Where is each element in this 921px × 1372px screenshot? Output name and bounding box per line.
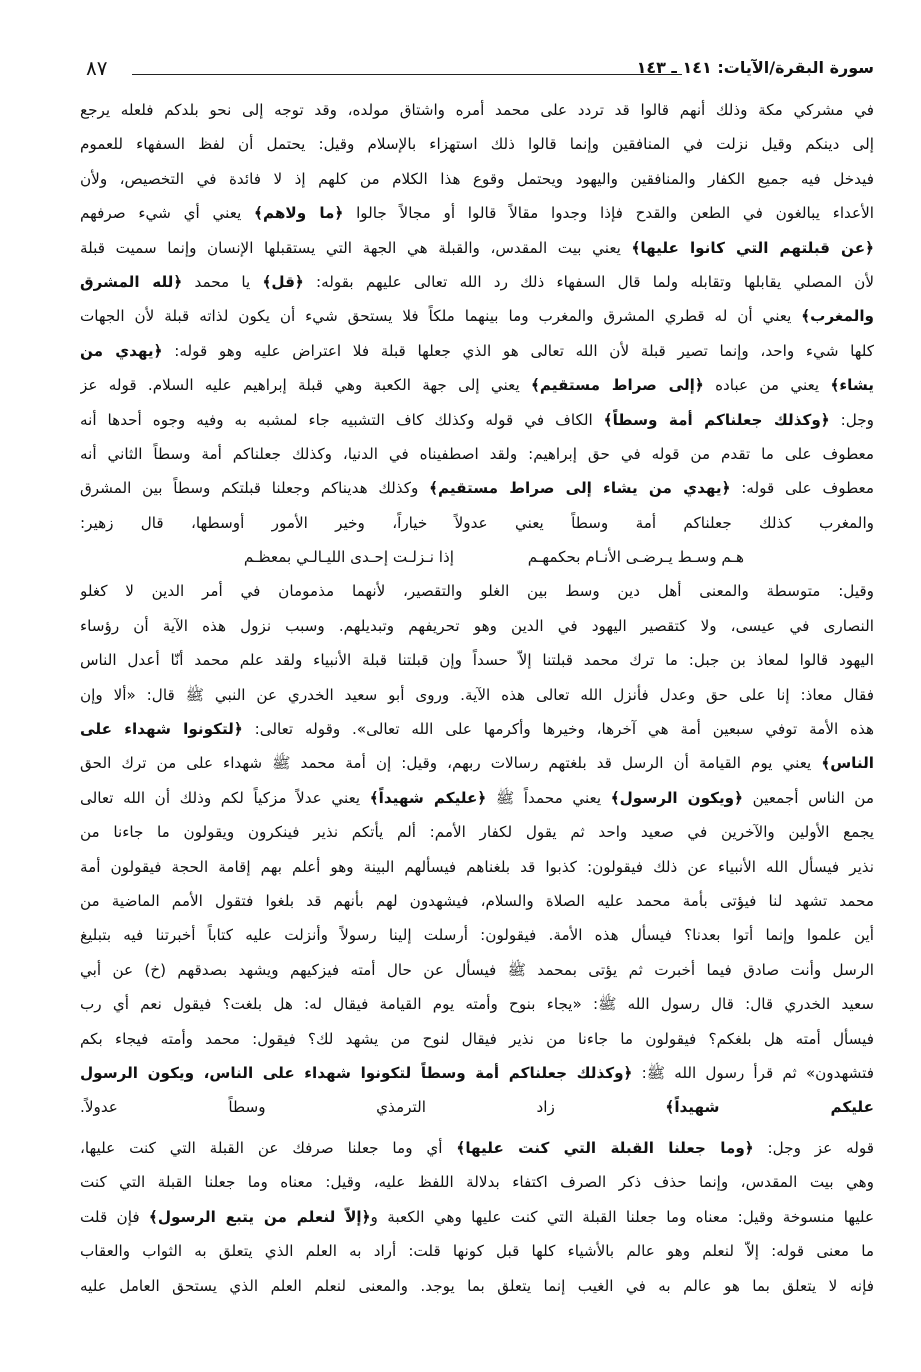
quran-text: الناس﴾ (821, 754, 874, 773)
poem-verse (80, 540, 874, 574)
text-run: ما معنى قوله: إلاّ لنعلم وهو عالم بالأشياء كلها قبل كونها قلت: أراد به العلم الذي يتعلق به الثواب والعقاب (80, 1242, 874, 1261)
text-line (80, 162, 874, 196)
quran-text: يشاء﴾ (830, 376, 874, 395)
text-line (80, 1269, 874, 1303)
text-run: قوله عز وجل: (753, 1139, 874, 1157)
text-run: الأعداء يبالغون في الطعن والقدح فإذا وجدوا مقالاً قالوا أو مجالاً جالوا (343, 204, 874, 223)
text-run: معطوف على ما تقدم من قوله في حق إبراهيم: ولقد اصطفيناه في الدنيا، وكذلك جعلناكم أمة وسطاً الثاني أنه (80, 444, 874, 463)
text-run: وكذلك هديناكم وجعلنا قبلتكم وسطاً بين المشرق (80, 479, 430, 498)
text-line (80, 506, 874, 540)
paragraph-1-lines-a (80, 93, 874, 540)
commentary-paragraph-2 (80, 1131, 874, 1303)
text-line (80, 196, 874, 230)
text-run: نذير فيسأل الله الأنبياء عن ذلك فيقولون: كذبوا قد بلغناهم فيسألهم البينة وهو أعلم بهم إقامة الحجة فيقولون أمة (80, 857, 874, 876)
text-line (80, 884, 874, 918)
page-number: ٨٧ (86, 56, 108, 80)
text-line (80, 746, 874, 780)
text-run: يعني محمداً ﷺ (486, 788, 611, 807)
quran-text: ﴿لتكونوا شهداء على (80, 720, 243, 739)
text-run: يجمع الأولين والآخرين في صعيد واحد ثم يقول لكفار الأمم: ألم يأتكم نذير فينكرون ويقولون ما جاءنا من (80, 823, 874, 842)
text-line (80, 781, 874, 815)
text-line (80, 678, 874, 712)
text-run: إلى دينكم وقيل نزلت في المنافقين وإنما قالوا ذلك استهزاء بالإسلام وقيل: يحتمل أن لفظ السفهاء للعموم (80, 135, 874, 154)
text-line (80, 712, 874, 746)
text-run: يعني عدلاً مزكياً لكم وذلك أن الله تعالى (80, 788, 370, 807)
text-run: الكاف في قوله وكذلك كاف التشبيه جاء لمشبه به وفيه وجوه أحدها أنه (80, 410, 604, 429)
text-run: فتشهدون» ثم قرأ رسول الله ﷺ: (632, 1063, 874, 1082)
text-line (80, 1022, 874, 1056)
text-line (80, 1200, 874, 1234)
text-run: أين علموا وإنما أتوا بعدنا؟ فيسأل هذه الأمة. فيقولون: أرسلت إلينا رسولاً وأنزلت عليه كتاباً أخبرتنا فيه بتبليغ (80, 926, 874, 945)
text-run: فإن قلت (80, 1207, 149, 1226)
text-run: فيدخل فيه جميع الكفار والمنافقين واليهود ويحتمل وقوع هذا الكلام من كلهم إذ لا فائدة في التخصيص، ولأن (80, 169, 874, 188)
paragraph-1-lines-b (80, 574, 874, 1124)
running-title: سورة البقرة/الآيات: ١٤١ ـ ١٤٣ (636, 58, 874, 77)
text-line (80, 437, 874, 471)
text-line (80, 953, 874, 987)
text-run: وهي بيت المقدس، وإنما حذف ذكر الصرف اكتفاء بدلالة اللفظ عليه، وقيل: معناه وما جعلنا القبلة التي كنت (80, 1173, 874, 1192)
text-line (80, 334, 874, 368)
text-run: لأن المصلي يقابلها وتقابله ولما قال السفهاء ذلك رد الله تعالى عليهم بقوله: (303, 272, 874, 291)
quran-text: ﴿عن قبلتهم التي كانوا عليها﴾ (631, 238, 874, 257)
quran-text: ﴿وكذلك جعلناكم أمة وسطاً لتكونوا شهداء على الناس، ويكون الرسول (80, 1063, 633, 1082)
quran-text: ﴿لله المشرق (80, 272, 183, 291)
text-run: كلها شيء واحد، وإنما تصير قبلة لأن الله تعالى هو الذي جعلها قبلة فلا اعتراض عليه وهو قوله: (162, 341, 874, 360)
quran-text: ﴿ويكون الرسول﴾ (610, 788, 744, 807)
text-run: في مشركي مكة وذلك أنهم قالوا قد تردد على محمد أمره واشتاق مولده، وقد توجه إلى نحو بلدكم فلعله يرجع (80, 101, 874, 119)
quran-text: ﴿وكذلك جعلناكم أمة وسطاً﴾ (603, 410, 830, 429)
text-run: يعني بيت المقدس، والقبلة هي الجهة التي يستقبلها الإنسان وإنما سميت قبلة (80, 238, 632, 257)
text-line (80, 987, 874, 1021)
text-run: فإنه لا يتعلق بما هو عالم به في الغيب إنما يتعلق بما يوجد. والمعنى لنعلم العلم الذي يستحق العامل عليه (80, 1276, 874, 1295)
text-run: يا محمد (182, 272, 263, 291)
text-line (80, 643, 874, 677)
text-run: يعني أن له قطري المشرق والمغرب وما بينهما ملكاً فلا يستحق شيء أن يكون لذاته قبلة لأن الجهات (80, 307, 802, 326)
text-line (80, 574, 874, 608)
poem-first-hemistich: هـم وسـط يـرضـى الأنـام بحكمهـم (527, 548, 744, 567)
text-run: من الناس أجمعين (743, 788, 874, 807)
text-run: معطوف على قوله: (730, 479, 874, 498)
text-line (80, 368, 874, 402)
text-run: وجل: (829, 410, 874, 429)
text-line (80, 471, 874, 505)
text-run: يعني من عباده (703, 376, 831, 395)
text-run: وقيل: متوسطة والمعنى أهل دين وسط بين الغلو والتقصير، لأنهما مذمومان في أمر الدين لا كغلو (80, 582, 874, 601)
quran-text: ﴿إلاّ لنعلم من يتبع الرسول﴾ (148, 1207, 371, 1226)
text-run: زاد الترمذي وسطاً عدولاً. (80, 1098, 666, 1117)
text-line (80, 1234, 874, 1268)
text-run: محمد تشهد لنا فيؤتى بأمة محمد عليه الصلاة والسلام، فيشهدون لهم بأنهم قد بلغوا فتقول الأمم الماضية من (80, 891, 874, 910)
text-line (80, 1165, 874, 1199)
text-run: النصارى في عيسى، ولا كتقصير اليهود في الدين وهو تحريفهم وتبديلهم. وسبب نزول هذه الآية أن رؤساء (80, 616, 874, 635)
quran-text: ﴿وما جعلنا القبلة التي كنت عليها﴾ (456, 1139, 754, 1157)
text-run: عليها منسوخة وقيل: معناه وما جعلنا القبلة التي كنت عليها وهي الكعبة و (370, 1207, 874, 1226)
quran-text: عليكم شهيداً﴾ (665, 1098, 874, 1117)
header-rule (132, 74, 682, 75)
text-line (80, 299, 874, 333)
text-line (80, 1056, 874, 1090)
text-line (80, 93, 874, 127)
text-run: الرسل وأنت صادق فيما أخبرت ثم يؤتى بمحمد ﷺ فيسأل عن حال أمته فيزكيهم ويشهد بصدقهم (خ) عن أبي (80, 960, 874, 979)
text-run: يعني يوم القيامة أن الرسل قد بلغتهم رسالات ربهم، وقيل: إن أمة محمد ﷺ شهداء على من ترك الحق (80, 754, 822, 773)
text-line (80, 231, 874, 265)
text-line (80, 609, 874, 643)
page-header (86, 56, 874, 86)
quran-text: ﴿إلى صراط مستقيم﴾ (530, 376, 704, 395)
quran-text: ﴿قل﴾ (262, 272, 304, 291)
text-run: فقال معاذ: إنا على حق وعدل فأنزل الله تعالى هذه الآية. وروى أبو سعيد الخدري عن النبي ﷺ قال: «ألا وإن (80, 685, 874, 704)
text-run: اليهود قالوا لمعاذ بن جبل: ما ترك محمد قبلتنا إلاّ حسداً وإن قبلتنا قبلة الأنبياء ولقد علم محمد أنّا أعدل الناس (80, 651, 874, 670)
text-run: يعني إلى جهة الكعبة وهي قبلة إبراهيم عليه السلام. قوله عز (80, 376, 531, 395)
quran-text: ﴿يهدي من (80, 341, 163, 360)
text-line (80, 850, 874, 884)
commentary-paragraph-1 (80, 93, 874, 1125)
text-run: أي وما جعلنا صرفك عن القبلة التي كنت عليها، (80, 1139, 457, 1157)
text-run: فيسأل أمته هل بلغكم؟ فيقولون ما جاءنا من نذير فيقال لنوح من يشهد لك؟ فيقول: محمد وأمته فيجاء بكم (80, 1029, 874, 1048)
quran-text: والمغرب﴾ (801, 307, 874, 326)
text-line (80, 815, 874, 849)
quran-text: ﴿عليكم شهيداً﴾ (369, 788, 487, 807)
text-run: يعني أي شيء صرفهم (80, 204, 255, 223)
poem-second-hemistich: إذا نـزلـت إحـدى الليـالـي بمعظـم (243, 548, 454, 567)
text-line (80, 127, 874, 161)
text-run: والمغرب كذلك جعلناكم أمة وسطاً يعني عدولاً خياراً، وخير الأمور أوسطها، قال زهير: (80, 513, 874, 532)
text-line (80, 918, 874, 952)
text-run: سعيد الخدري قال: قال رسول الله ﷺ: «يجاء بنوح وأمته يوم القيامة فيقال له: هل بلغت؟ فيقول نعم أي رب (80, 995, 874, 1014)
text-line (80, 403, 874, 437)
text-line (80, 265, 874, 299)
quran-text: ﴿ما ولاهم﴾ (254, 204, 344, 223)
text-line (80, 1131, 874, 1165)
text-line (80, 1090, 874, 1124)
text-run: هذه الأمة توفي سبعين أمة هي آخرها، وخيرها وأكرمها على الله تعالى». وقوله تعالى: (242, 720, 874, 739)
quran-text: ﴿يهدي من يشاء إلى صراط مستقيم﴾ (429, 479, 731, 498)
